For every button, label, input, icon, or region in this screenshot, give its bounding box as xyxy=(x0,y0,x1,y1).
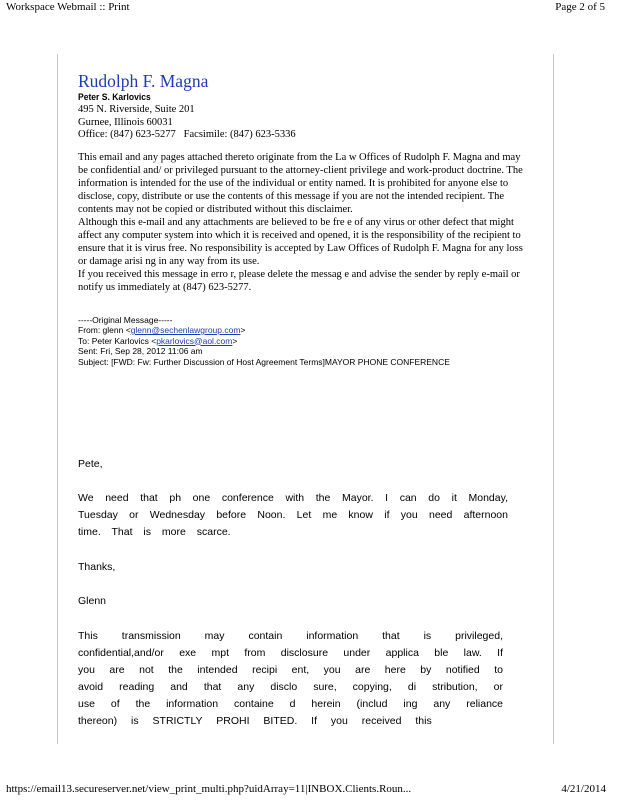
print-header-title: Workspace Webmail :: Print xyxy=(6,1,130,13)
subject-line: Subject: [FWD: Fw: Further Discussion of Host Agreement Terms]MAYOR PHONE CONFERENCE xyxy=(78,356,450,367)
greeting: Pete, xyxy=(78,458,103,470)
to-line: To: Peter Karlovics <pkarlovics@aol.com> xyxy=(78,335,238,346)
signature: Glenn xyxy=(78,595,107,607)
disclaimer-confidentiality: This email and any pages attached thereto originate from the La w Offices of Rudolph F. Magna and may be confidential and/ or privileged pursuant to the attorney-client privilege and work-product doctrine. The information is intended for the use of the individual or entity named. It is prohibited for anyone else to disclose, copy, distribute or use the contents of this message if you are not the intended recipient. The contents may not be copied or distributed without this disclaimer. xyxy=(78,151,523,215)
original-message-header xyxy=(78,315,528,368)
transmission-notice: This transmission may contain information that is privileged, confidential,and/or exe mpt from disclosure under applica ble law. If you are not the intended recipi ent, you are here by notified to avoid reading and that any disclo sure, copying, di stribution, or use of the information containe d herein (includ ing any reliance thereon) is STRICTLY PROHI BITED. If you received this xyxy=(78,630,503,727)
disclaimer xyxy=(78,151,528,294)
address-line-1: 495 N. Riverside, Suite 201 xyxy=(78,104,195,115)
phone-line: Office: (847) 623-5277 Facsimile: (847) 623-5336 xyxy=(78,129,296,140)
original-message-heading: -----Original Message----- xyxy=(78,314,173,325)
footer-url: https://email13.secureserver.net/view_print_multi.php?uidArray=11|INBOX.Clients.Roun... xyxy=(6,783,412,795)
firm-name: Rudolph F. Magna xyxy=(78,71,209,91)
from-line: From: glenn <glenn@sechenlawgroup.com> xyxy=(78,325,246,335)
body-paragraph-1: We need that ph one conference with the Mayor. I can do it Monday, Tuesday or Wednesday before Noon. Let me know if you need afternoon time. That is more scarce. xyxy=(78,492,508,538)
message-content xyxy=(78,71,528,367)
footer-date: 4/21/2014 xyxy=(561,783,606,795)
closing: Thanks, xyxy=(78,561,116,573)
disclaimer-contact: If you received this message in erro r, please delete the messag e and advise the sender by reply e-mail or notify us immediately at (847) 623-5277. xyxy=(78,268,520,293)
address-line-2: Gurnee, Illinois 60031 xyxy=(78,116,173,128)
disclaimer-virus: Although this e-mail and any attachments are believed to be fre e of any virus or other defect that might affect any computer system into which it is received and opened, it is the responsibility of the recipient to ensure that it is virus free. No responsibility is accepted by Law Offices of Rudolph F. Magna for any loss or damage arisi ng in any way from its use. xyxy=(78,216,523,267)
page-number: Page 2 of 5 xyxy=(555,1,605,13)
print-footer xyxy=(6,783,606,795)
partner-name: Peter S. Karlovics xyxy=(78,92,151,103)
from-email-link[interactable]: glenn@sechenlawgroup.com xyxy=(130,325,241,335)
sent-line: Sent: Fri, Sep 28, 2012 11:06 am xyxy=(78,346,203,356)
to-email-link[interactable]: pkarlovics@aol.com xyxy=(156,335,233,346)
